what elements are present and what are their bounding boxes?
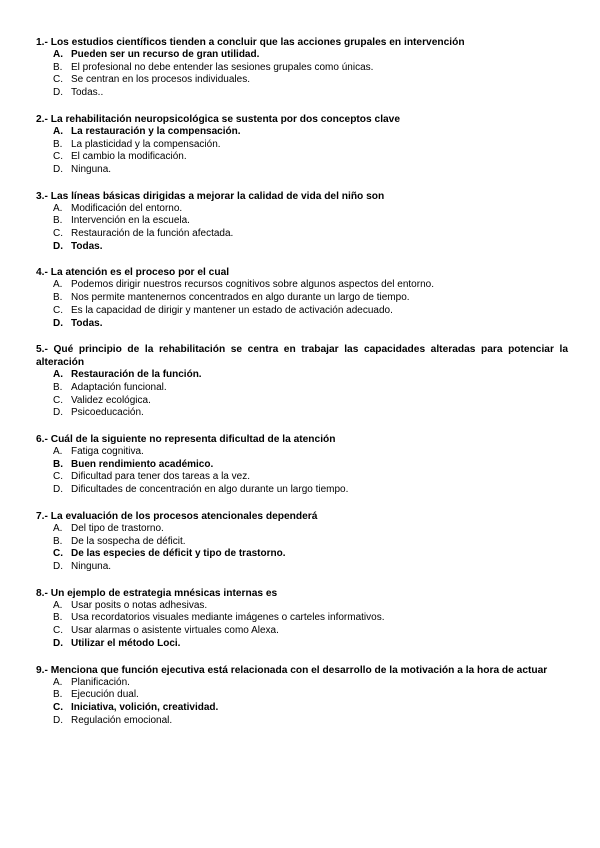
option-letter: B. <box>53 381 63 393</box>
question-block <box>36 664 568 728</box>
answer-option <box>53 203 568 216</box>
option-letter: D. <box>53 317 63 329</box>
answer-option <box>53 74 568 87</box>
option-text: Restauración de la función afectada. <box>71 228 234 240</box>
option-letter: D. <box>53 163 63 175</box>
option-text: Pueden ser un recurso de gran utilidad. <box>71 49 260 60</box>
option-text: Psicoeducación. <box>71 407 144 419</box>
option-letter: D. <box>53 407 63 419</box>
answer-option <box>53 151 568 164</box>
answer-option <box>53 382 568 395</box>
option-text: Usa recordatorios visuales mediante imágenes o carteles informativos. <box>71 612 385 624</box>
option-text: El cambio la modificación. <box>71 151 187 163</box>
answer-option <box>53 407 568 420</box>
answer-options <box>36 523 568 574</box>
option-letter: C. <box>53 701 63 713</box>
option-letter: B. <box>53 612 63 624</box>
option-text: Dificultades de concentración en algo durante un largo tiempo. <box>71 484 349 496</box>
option-letter: A. <box>53 279 63 291</box>
option-text: Buen rendimiento académico. <box>71 458 214 470</box>
answer-option <box>53 600 568 613</box>
question-block <box>36 587 568 651</box>
option-text: Todas. <box>71 317 103 329</box>
option-letter: D. <box>53 714 63 726</box>
option-text: Ninguna. <box>71 163 112 175</box>
option-letter: C. <box>53 304 63 316</box>
answer-option <box>53 215 568 228</box>
option-letter: A. <box>53 125 63 137</box>
answer-option <box>53 677 568 690</box>
question-block <box>36 343 568 420</box>
question-title: 4.- La atención es el proceso por el cual <box>36 267 230 279</box>
answer-options <box>36 279 568 330</box>
option-letter: B. <box>53 535 63 547</box>
answer-options <box>36 446 568 497</box>
question-title: 9.- Menciona que función ejecutiva está relacionada con el desarrollo de la motivación a la hora de actuar <box>36 664 548 676</box>
answer-option <box>53 395 568 408</box>
question-block <box>36 36 568 100</box>
answer-option <box>53 164 568 177</box>
option-letter: A. <box>53 369 63 381</box>
option-text: Ejecución dual. <box>71 689 139 701</box>
option-letter: B. <box>53 458 63 470</box>
option-text: La plasticidad y la compensación. <box>71 138 221 150</box>
option-text: Todas. <box>71 240 103 252</box>
answer-options <box>36 369 568 420</box>
option-text: Iniciativa, volición, creatividad. <box>71 701 219 713</box>
option-text: Fatiga cognitiva. <box>71 446 144 458</box>
option-letter: C. <box>53 394 63 406</box>
answer-option <box>53 625 568 638</box>
answer-option <box>53 523 568 536</box>
option-text: Utilizar el método Loci. <box>71 637 181 649</box>
answer-option-correct <box>53 126 568 139</box>
question-title: 8.- Un ejemplo de estrategia mnésicas internas es <box>36 587 278 599</box>
option-letter: D. <box>53 484 63 496</box>
answer-option <box>53 536 568 549</box>
answer-option <box>53 292 568 305</box>
answer-option <box>53 305 568 318</box>
option-letter: D. <box>53 560 63 572</box>
answer-option-correct <box>53 241 568 254</box>
answer-options <box>36 126 568 177</box>
question-title: 2.- La rehabilitación neuropsicológica se sustenta por dos conceptos clave <box>36 113 401 125</box>
option-letter: C. <box>53 625 63 637</box>
option-text: Modificación del entorno. <box>71 202 183 214</box>
option-letter: B. <box>53 689 63 701</box>
answer-option <box>53 87 568 100</box>
option-letter: C. <box>53 151 63 163</box>
answer-option <box>53 715 568 728</box>
option-letter: C. <box>53 548 63 560</box>
answer-option <box>53 279 568 292</box>
answer-option-correct <box>53 459 568 472</box>
option-letter: A. <box>53 49 63 60</box>
option-text: Regulación emocional. <box>71 714 173 726</box>
option-text: Se centran en los procesos individuales. <box>71 74 250 86</box>
answer-option <box>53 446 568 459</box>
option-letter: B. <box>53 138 63 150</box>
answer-option <box>53 62 568 75</box>
question-title: 1.- Los estudios científicos tienden a concluir que las acciones grupales en intervención <box>36 37 465 48</box>
option-text: Dificultad para tener dos tareas a la vez. <box>71 471 250 483</box>
option-text: Ninguna. <box>71 560 112 572</box>
option-text: Validez ecológica. <box>71 394 151 406</box>
option-letter: C. <box>53 74 63 86</box>
option-letter: A. <box>53 599 63 611</box>
option-text: Usar posits o notas adhesivas. <box>71 599 208 611</box>
option-text: Planificación. <box>71 676 130 688</box>
option-text: Nos permite mantenernos concentrados en algo durante un largo de tiempo. <box>71 292 410 304</box>
answer-option <box>53 689 568 702</box>
option-text: La restauración y la compensación. <box>71 125 241 137</box>
option-text: El profesional no debe entender las sesiones grupales como únicas. <box>71 61 374 73</box>
option-letter: B. <box>53 61 63 73</box>
answer-option <box>53 484 568 497</box>
answer-option <box>53 139 568 152</box>
option-letter: B. <box>53 292 63 304</box>
answer-option-correct <box>53 638 568 651</box>
option-text: Intervención en la escuela. <box>71 215 190 227</box>
answer-option <box>53 228 568 241</box>
question-title: 6.- Cuál de la siguiente no representa dificultad de la atención <box>36 434 336 446</box>
question-block <box>36 190 568 254</box>
option-letter: D. <box>53 637 63 649</box>
option-letter: C. <box>53 471 63 483</box>
question-block <box>36 433 568 497</box>
question-title: 5.- Qué principio de la rehabilitación se centra en trabajar las capacidades alteradas para potenciar la alteración <box>36 344 568 369</box>
option-letter: C. <box>53 228 63 240</box>
option-text: Podemos dirigir nuestros recursos cognitivos sobre algunos aspectos del entorno. <box>71 279 434 291</box>
option-text: Adaptación funcional. <box>71 381 167 393</box>
answer-option-correct <box>53 369 568 382</box>
option-letter: B. <box>53 215 63 227</box>
quiz-document <box>36 36 568 740</box>
question-block <box>36 113 568 177</box>
answer-option-correct <box>53 702 568 715</box>
option-text: Usar alarmas o asistente virtuales como Alexa. <box>71 625 279 637</box>
option-letter: A. <box>53 202 63 214</box>
answer-options <box>36 677 568 728</box>
option-letter: A. <box>53 522 63 534</box>
answer-options <box>36 49 568 100</box>
question-title: 3.- Las líneas básicas dirigidas a mejorar la calidad de vida del niño son <box>36 190 385 202</box>
option-text: Restauración de la función. <box>71 369 202 381</box>
option-letter: A. <box>53 446 63 458</box>
answer-options <box>36 203 568 254</box>
option-letter: A. <box>53 676 63 688</box>
option-letter: D. <box>53 87 63 99</box>
question-block <box>36 266 568 330</box>
question-title: 7.- La evaluación de los procesos atencionales dependerá <box>36 510 318 522</box>
answer-option <box>53 561 568 574</box>
answer-option-correct <box>53 548 568 561</box>
answer-option <box>53 612 568 625</box>
option-text: Es la capacidad de dirigir y mantener un estado de activación adecuado. <box>71 304 393 316</box>
option-letter: D. <box>53 240 63 252</box>
option-text: Todas.. <box>71 87 104 99</box>
option-text: De las especies de déficit y tipo de trastorno. <box>71 548 286 560</box>
answer-options <box>36 600 568 651</box>
answer-option-correct <box>53 49 568 62</box>
option-text: De la sospecha de déficit. <box>71 535 186 547</box>
question-block <box>36 510 568 574</box>
answer-option-correct <box>53 318 568 331</box>
answer-option <box>53 471 568 484</box>
option-text: Del tipo de trastorno. <box>71 522 164 534</box>
